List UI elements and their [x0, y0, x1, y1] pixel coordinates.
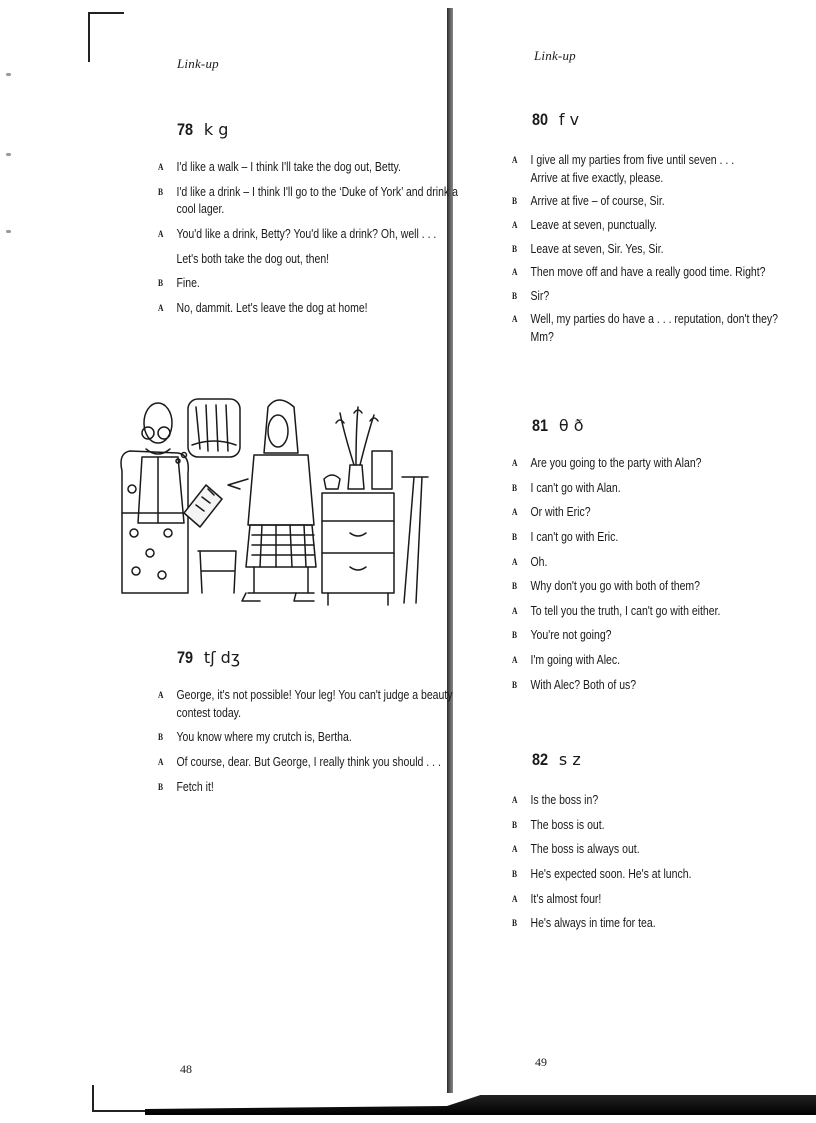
line-text: I can't go with Alan.: [530, 480, 621, 495]
running-head: Link-up: [534, 48, 576, 63]
line-text: I can't go with Eric.: [530, 529, 619, 544]
line-text: Leave at seven, Sir. Yes, Sir.: [530, 241, 664, 256]
phoneme-symbols: f v: [558, 110, 580, 129]
dialogue-line: [512, 628, 764, 644]
dialogue-line: [158, 160, 402, 176]
speaker-label: B: [512, 868, 518, 879]
line-text: You'd like a drink, Betty? You'd like a drink? Oh, well . . .: [176, 226, 437, 241]
section-number: 80: [532, 110, 549, 129]
speaker-label: A: [512, 267, 518, 278]
line-text: Is the boss in?: [530, 793, 599, 807]
dialogue-line: [512, 793, 764, 809]
dialogue-line: [512, 653, 764, 669]
dialogue-line: [512, 153, 764, 169]
line-text: I give all my parties from five until seven . . .: [530, 153, 735, 167]
section-number: 82: [532, 750, 549, 769]
line-text: You're not going?: [530, 628, 612, 643]
section-heading-81: [532, 416, 584, 436]
speaker-label: A: [158, 228, 164, 239]
speaker-label: B: [512, 918, 518, 929]
section-number: 79: [177, 648, 194, 667]
dialogue-line: [512, 842, 764, 858]
speaker-label: B: [512, 196, 518, 207]
speaker-label: A: [512, 893, 518, 904]
speaker-label: B: [512, 819, 518, 830]
speaker-label: A: [512, 795, 518, 805]
line-text: The boss is always out.: [530, 842, 640, 857]
dialogue-line: [512, 530, 764, 546]
speaker-label: B: [512, 630, 518, 641]
speaker-label: B: [158, 278, 164, 289]
line-text: Leave at seven, punctually.: [530, 217, 657, 232]
dialogue-line: [512, 555, 764, 571]
dialogue-line: [158, 202, 402, 218]
dialogue-80: [512, 153, 812, 346]
dialogue-line: [512, 481, 764, 497]
cartoon-illustration: [118, 393, 430, 609]
speaker-label: A: [512, 605, 518, 616]
phoneme-symbols: θ ð: [558, 416, 584, 435]
line-text: He's always in time for tea.: [530, 916, 656, 931]
line-text: The boss is out.: [530, 817, 605, 832]
line-text: You know where my crutch is, Bertha.: [176, 730, 352, 745]
right-page: [455, 0, 816, 1123]
speaker-label: A: [512, 556, 518, 567]
dialogue-line: [158, 730, 402, 746]
dialogue-line: [158, 252, 402, 268]
dialogue-line: [512, 218, 764, 234]
dialogue-line: [512, 330, 764, 346]
dialogue-line: [512, 867, 764, 883]
dialogue-line: [512, 242, 764, 258]
dialogue-line: [158, 688, 453, 704]
section-number: 78: [177, 120, 194, 139]
running-head: Link-up: [177, 56, 219, 71]
dialogue-line: [512, 289, 764, 305]
phoneme-symbols: k g: [203, 120, 229, 139]
speaker-label: B: [512, 243, 518, 254]
speaker-label: B: [158, 732, 164, 743]
speaker-label: B: [512, 531, 518, 542]
section-heading-80: [532, 110, 579, 130]
dialogue-line: [512, 312, 779, 328]
speaker-label: A: [158, 690, 164, 700]
line-text: George, it's not possible! Your leg! You can't judge a beauty: [176, 688, 453, 702]
line-text: I'd like a walk – I think I'll take the dog out, Betty.: [176, 160, 401, 174]
page-number: 49: [535, 1055, 547, 1069]
speaker-label: A: [512, 844, 518, 855]
speaker-label: A: [158, 162, 164, 172]
line-text: Arrive at five – of course, Sir.: [530, 194, 665, 209]
speaker-label: A: [158, 302, 164, 313]
dialogue-line: [158, 706, 402, 722]
speaker-label: [512, 171, 530, 187]
speaker-label: [158, 252, 176, 268]
line-text: I'd like a drink – I think I'll go to the ‘Duke of York’ and drink a: [176, 184, 458, 199]
speaker-label: A: [512, 314, 518, 325]
dialogue-line: [512, 892, 764, 908]
section-heading-78: [177, 120, 228, 140]
dialogue-line: [512, 194, 764, 210]
line-text: Are you going to the party with Alan?: [530, 456, 702, 470]
speaker-label: [512, 330, 530, 346]
dialogue-line: [512, 916, 764, 932]
dialogue-82: [512, 793, 812, 932]
speaker-label: B: [512, 679, 518, 690]
line-text: Or with Eric?: [530, 505, 591, 520]
dialogue-line: [512, 678, 764, 694]
speaker-label: A: [512, 219, 518, 230]
dialogue-line: [512, 505, 764, 521]
dialogue-78: [158, 160, 458, 316]
dialogue-line: [158, 276, 402, 292]
speaker-label: A: [512, 655, 518, 665]
speaker-label: A: [512, 507, 518, 518]
line-text: Fine.: [176, 276, 200, 291]
page-number: 48: [180, 1062, 192, 1076]
line-text: He's expected soon. He's at lunch.: [530, 866, 692, 881]
line-text: Let's both take the dog out, then!: [176, 251, 330, 266]
line-text: Well, my parties do have a . . . reputation, don't they?: [530, 312, 779, 327]
line-text: cool lager.: [176, 202, 225, 217]
dialogue-81: [512, 456, 812, 693]
section-heading-82: [532, 750, 581, 770]
illustration-drawing: [118, 393, 430, 609]
speaker-label: [158, 706, 176, 722]
speaker-label: B: [512, 581, 518, 592]
speaker-label: A: [512, 458, 518, 468]
line-text: Of course, dear. But George, I really think you should . . .: [176, 754, 441, 769]
line-text: I'm going with Alec.: [530, 653, 621, 667]
speaker-label: B: [512, 482, 518, 493]
dialogue-line: [512, 604, 764, 620]
line-text: Why don't you go with both of them?: [530, 579, 701, 594]
section-number: 81: [532, 416, 549, 435]
line-text: Sir?: [530, 288, 550, 303]
phoneme-symbols: s z: [558, 750, 581, 769]
line-text: contest today.: [176, 705, 242, 720]
dialogue-line: [512, 818, 764, 834]
speaker-label: A: [158, 756, 164, 767]
dialogue-line: [158, 780, 402, 796]
line-text: Arrive at five exactly, please.: [530, 170, 664, 185]
speaker-label: B: [158, 781, 164, 792]
dialogue-line: [158, 301, 402, 317]
line-text: Then move off and have a really good time. Right?: [530, 265, 766, 280]
speaker-label: B: [158, 186, 164, 197]
line-text: No, dammit. Let's leave the dog at home!: [176, 300, 368, 315]
phoneme-symbols: tʃ dʒ: [203, 648, 241, 667]
speaker-label: B: [512, 290, 518, 301]
line-text: Mm?: [530, 330, 554, 344]
speaker-label: A: [512, 155, 518, 165]
dialogue-line: [512, 171, 764, 187]
dialogue-line: [512, 265, 764, 281]
dialogue-line: [158, 754, 441, 771]
line-text: Oh.: [530, 554, 548, 569]
dialogue-line: [158, 184, 458, 201]
dialogue-79: [158, 688, 453, 795]
dialogue-line: [512, 456, 764, 472]
speaker-label: [158, 202, 176, 218]
line-text: To tell you the truth, I can't go with either.: [530, 603, 721, 618]
line-text: With Alec? Both of us?: [530, 677, 637, 692]
section-heading-79: [177, 648, 240, 668]
dialogue-line: [512, 579, 764, 595]
line-text: Fetch it!: [176, 779, 214, 794]
line-text: It's almost four!: [530, 891, 602, 906]
dialogue-line: [158, 226, 437, 243]
